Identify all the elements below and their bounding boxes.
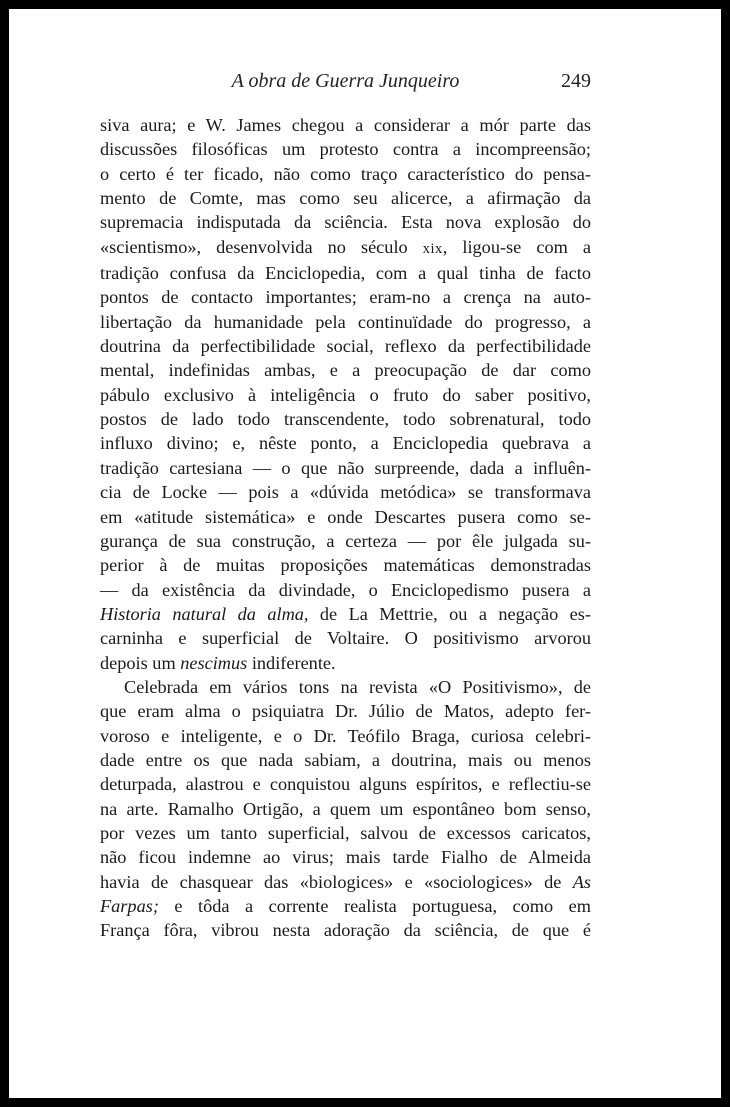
text-line: pontos de contacto importantes; eram-no a crença na auto- bbox=[100, 287, 591, 308]
text-line: tradição cartesiana — o que não surpreende, dada a influên- bbox=[100, 457, 591, 478]
text-line: pábulo exclusivo à inteligência o fruto do saber positivo, bbox=[100, 384, 591, 405]
paragraph-first-line: Celebrada em vários tons na revista «O Positivismo», de bbox=[124, 676, 591, 697]
running-title: A obra de Guerra Junqueiro bbox=[231, 70, 460, 92]
text-segment: indiferente. bbox=[247, 652, 336, 673]
text-line: dade entre os que nada sabiam, a doutrina, mais ou menos bbox=[100, 749, 591, 770]
italic-term: nescimus bbox=[180, 652, 248, 673]
text-line: libertação da humanidade pela continuïdade do progresso, a bbox=[100, 311, 591, 332]
text-line: que eram alma o psiquiatra Dr. Júlio de Matos, adepto fer- bbox=[100, 701, 591, 722]
body-text bbox=[100, 113, 591, 943]
text-segment: de La Mettrie, ou a negação es- bbox=[308, 603, 591, 624]
text-segment: «scientismo», desenvolvida no século bbox=[100, 236, 423, 257]
italic-title: Farpas; bbox=[100, 896, 159, 916]
text-line: por vezes um tanto superficial, salvou de excessos caricatos, bbox=[100, 822, 591, 843]
text-line: voroso e inteligente, e o Dr. Teófilo Braga, curiosa celebri- bbox=[100, 725, 591, 746]
text-segment: havia de chasquear das «biologices» e «sociologices» de bbox=[100, 871, 573, 892]
page-header bbox=[100, 70, 591, 100]
text-line: supremacia indisputada da sciência. Esta nova explosão do bbox=[100, 212, 591, 233]
italic-title: As bbox=[572, 871, 591, 892]
text-line: cia de Locke — pois a «dúvida metódica» se transformava bbox=[100, 482, 591, 503]
text-line: em «atitude sistemática» e onde Descartes pusera como se- bbox=[100, 506, 591, 527]
text-segment: depois um bbox=[100, 652, 181, 673]
text-line: doutrina da perfectibilidade social, reflexo da perfectibilidade bbox=[100, 336, 591, 357]
italic-title: Historia natural da alma, bbox=[100, 603, 309, 624]
text-line: siva aura; e W. James chegou a considerar a mór parte das bbox=[100, 115, 591, 135]
text-segment: e tôda a corrente realista portuguesa, como em bbox=[158, 896, 591, 916]
text-line bbox=[100, 870, 591, 894]
text-line: mental, indefinidas ambas, e a preocupação de dar como bbox=[100, 360, 591, 381]
text-line: deturpada, alastrou e conquistou alguns espíritos, e reflectiu-se bbox=[100, 774, 591, 795]
text-line: na arte. Ramalho Ortigão, a quem um espontâneo bom senso, bbox=[100, 798, 591, 819]
text-line: França fôra, vibrou nesta adoração da sciência, de que é bbox=[100, 920, 591, 941]
text-line: perior à de muitas proposições matemáticas demonstradas bbox=[100, 555, 591, 576]
book-page bbox=[9, 9, 721, 1098]
text-line: discussões filosóficas um protesto contra a incompreensão; bbox=[100, 139, 591, 160]
text-line bbox=[100, 602, 591, 626]
text-line: mento de Comte, mas como seu alicerce, a afirmação da bbox=[100, 188, 591, 209]
text-line: postos de lado todo transcendente, todo sobrenatural, todo bbox=[100, 409, 591, 430]
text-segment: , ligou-se com a bbox=[442, 236, 591, 257]
text-line: não ficou indemne ao virus; mais tarde Fialho de Almeida bbox=[100, 847, 591, 868]
text-line bbox=[100, 235, 591, 261]
text-line: gurança de sua construção, a certeza — por êle julgada su- bbox=[100, 530, 591, 551]
text-line: — da existência da divindade, o Enciclopedismo pusera a bbox=[100, 579, 591, 600]
text-line: tradição confusa da Enciclopedia, com a qual tinha de facto bbox=[100, 263, 591, 284]
page-number: 249 bbox=[561, 70, 591, 92]
text-line: carninha e superficial de Voltaire. O positivismo arvorou bbox=[100, 628, 591, 649]
text-line: o certo é ter ficado, não como traço característico do pensa- bbox=[100, 163, 591, 184]
text-line: influxo divino; e, nêste ponto, a Enciclopedia quebrava a bbox=[100, 433, 591, 454]
text-line bbox=[100, 894, 591, 918]
text-line bbox=[100, 651, 591, 675]
small-caps-century: xix bbox=[422, 240, 443, 257]
